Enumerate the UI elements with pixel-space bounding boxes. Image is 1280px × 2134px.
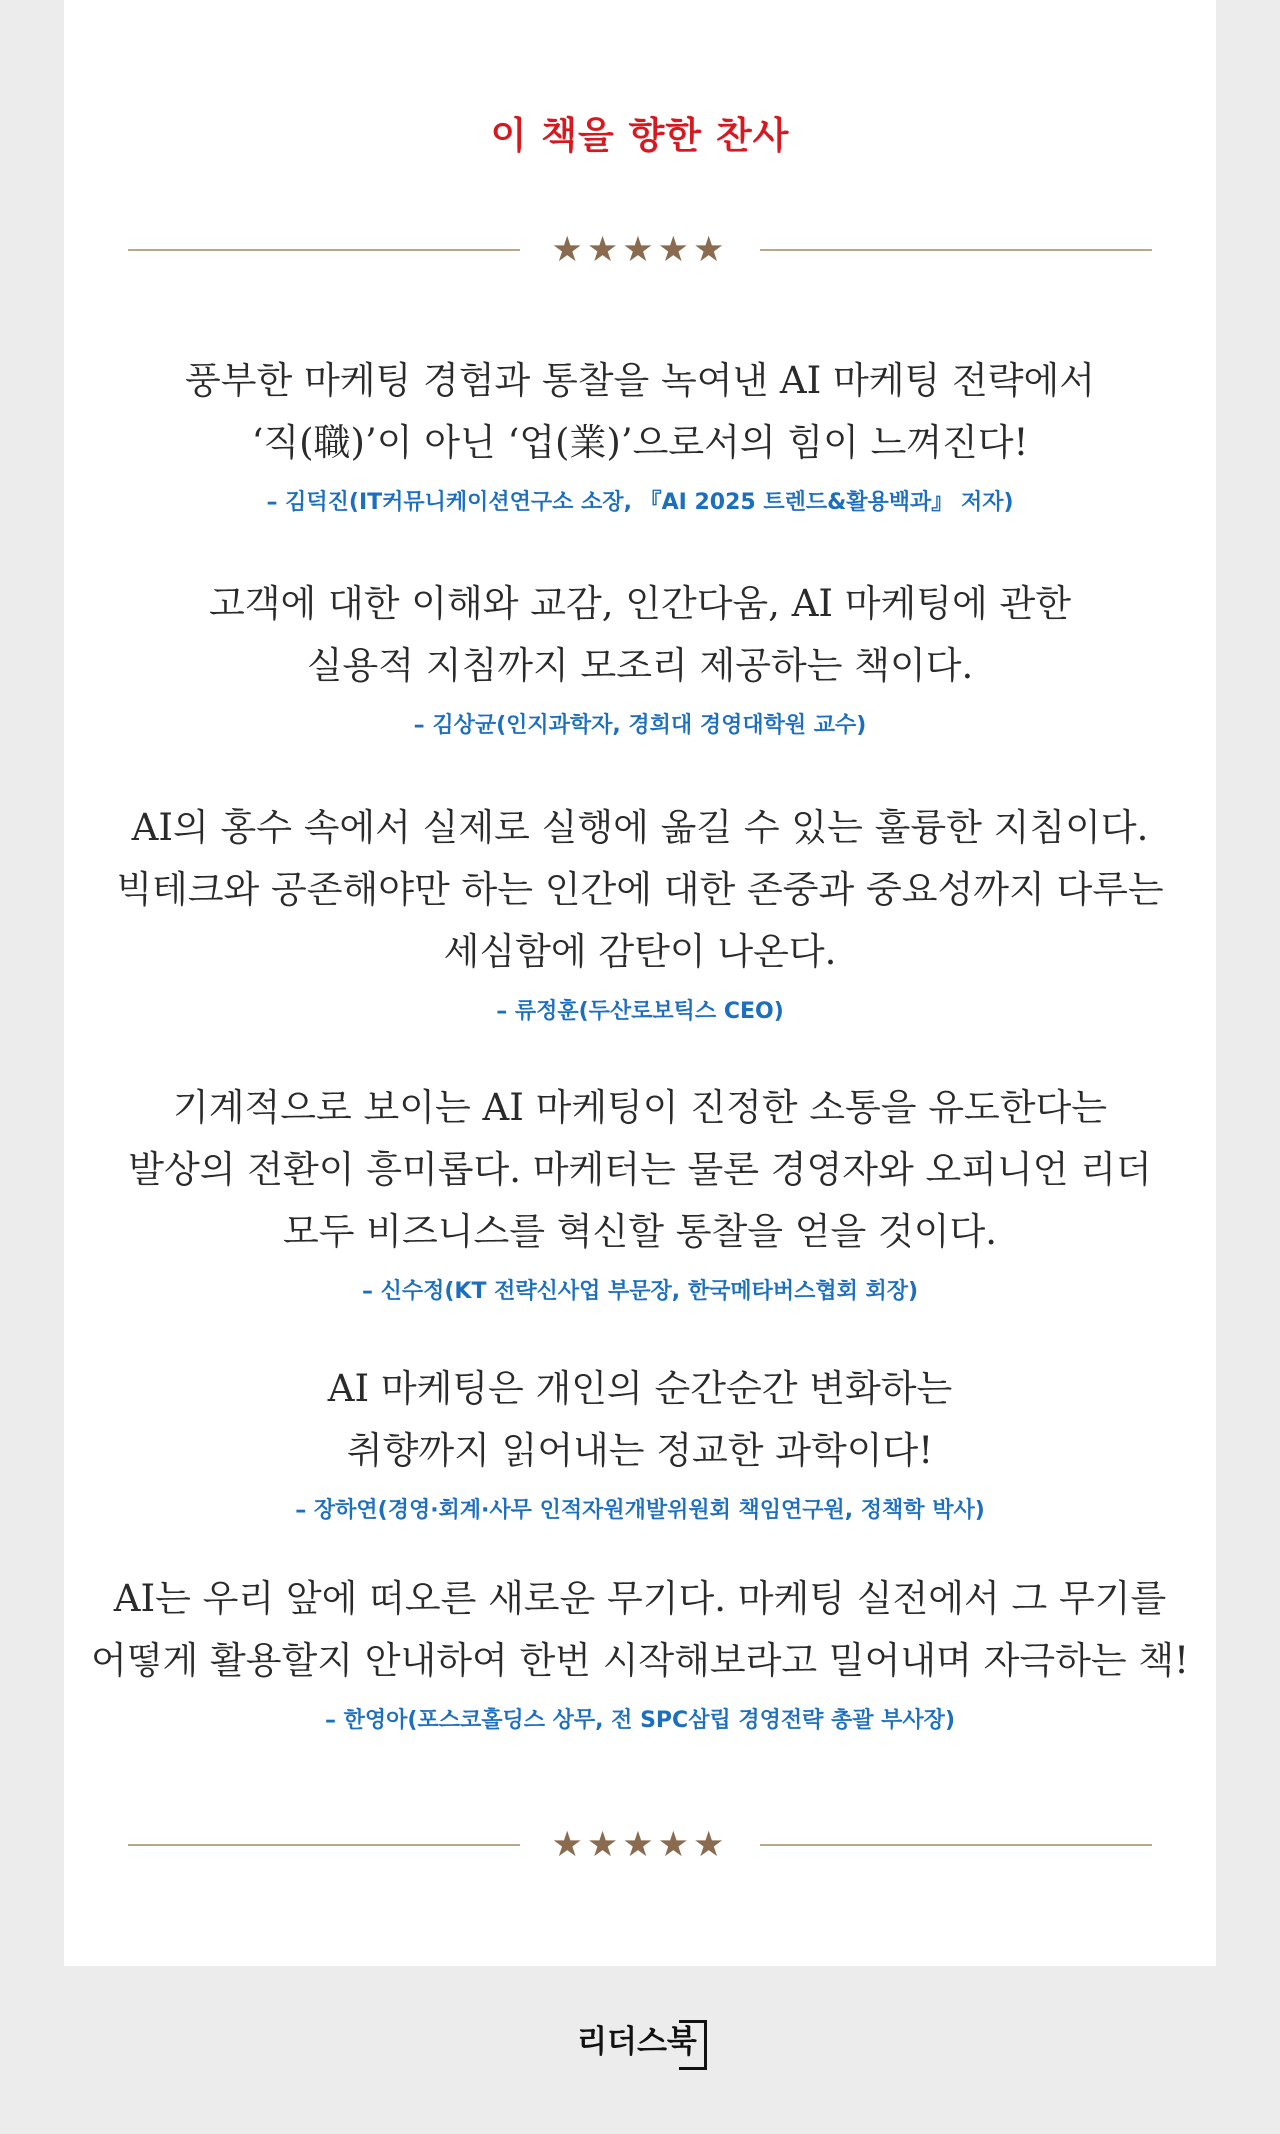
quote-attribution: – 장하연(경영·회계·사무 인적자원개발위원회 책임연구원, 정책학 박사) [295,1498,985,1523]
bottom-divider [128,1825,1152,1865]
quote-line: AI의 홍수 속에서 실제로 실행에 옮길 수 있는 훌륭한 지침이다. [131,806,1149,849]
publisher-logo-mark [577,2020,703,2064]
praise-quote [64,797,1216,1027]
publisher-logo [0,2020,1280,2064]
praise-quote [64,573,1216,741]
praise-quote [64,350,1216,518]
logo-bracket-icon [679,2020,707,2070]
praise-card [64,0,1216,1966]
quote-attribution: – 한영아(포스코홀딩스 상무, 전 SPC삼립 경영전략 총괄 부사장) [325,1708,955,1733]
quote-attribution: – 류정훈(두산로보틱스 CEO) [496,999,784,1024]
publisher-logo-text: 리더스북 [577,2024,697,2060]
quote-attribution: – 신수정(KT 전략신사업 부문장, 한국메타버스협회 회장) [361,1279,919,1304]
quote-line: 세심함에 감탄이 나온다. [443,930,837,973]
quote-line: 풍부한 마케팅 경험과 통찰을 녹여낸 AI 마케팅 전략에서 [185,359,1095,402]
quote-line: ‘직(職)’이 아닌 ‘업(業)’으로서의 힘이 느껴진다! [251,421,1029,464]
praise-quote [64,1077,1216,1307]
quote-line: 고객에 대한 이해와 교감, 인간다움, AI 마케팅에 관한 [208,582,1072,625]
quote-line: AI 마케팅은 개인의 순간순간 변화하는 [327,1367,953,1410]
top-divider [128,230,1152,270]
quote-line: 취향까지 읽어내는 정교한 과학이다! [346,1429,934,1472]
page-title: 이 책을 향한 찬사 [490,114,790,157]
quote-line: AI는 우리 앞에 떠오른 새로운 무기다. 마케팅 실전에서 그 무기를 [113,1577,1167,1620]
quote-line: 발상의 전환이 흥미롭다. 마케터는 물론 경영자와 오피니언 리더 [128,1148,1152,1191]
quote-line: 빅테크와 공존해야만 하는 인간에 대한 존중과 중요성까지 다루는 [116,868,1164,911]
divider-line-right [760,1844,1152,1846]
quote-line: 기계적으로 보이는 AI 마케팅이 진정한 소통을 유도한다는 [173,1086,1107,1129]
quote-line: 실용적 지침까지 모조리 제공하는 책이다. [306,644,974,687]
praise-quote [64,1358,1216,1526]
quote-line: 어떻게 활용할지 안내하여 한번 시작해보라고 밀어내며 자극하는 책! [91,1639,1189,1682]
star-rating-icon: ★★★★★ [551,1825,729,1865]
divider-line-right [760,249,1152,251]
quote-attribution: – 김덕진(IT커뮤니케이션연구소 소장, 『AI 2025 트렌드&활용백과』 저자) [266,490,1014,515]
quote-attribution: – 김상균(인지과학자, 경희대 경영대학원 교수) [413,713,867,738]
quote-line: 모두 비즈니스를 혁신할 통찰을 얻을 것이다. [283,1210,997,1253]
star-rating-icon: ★★★★★ [551,230,729,270]
praise-quote [64,1568,1216,1736]
